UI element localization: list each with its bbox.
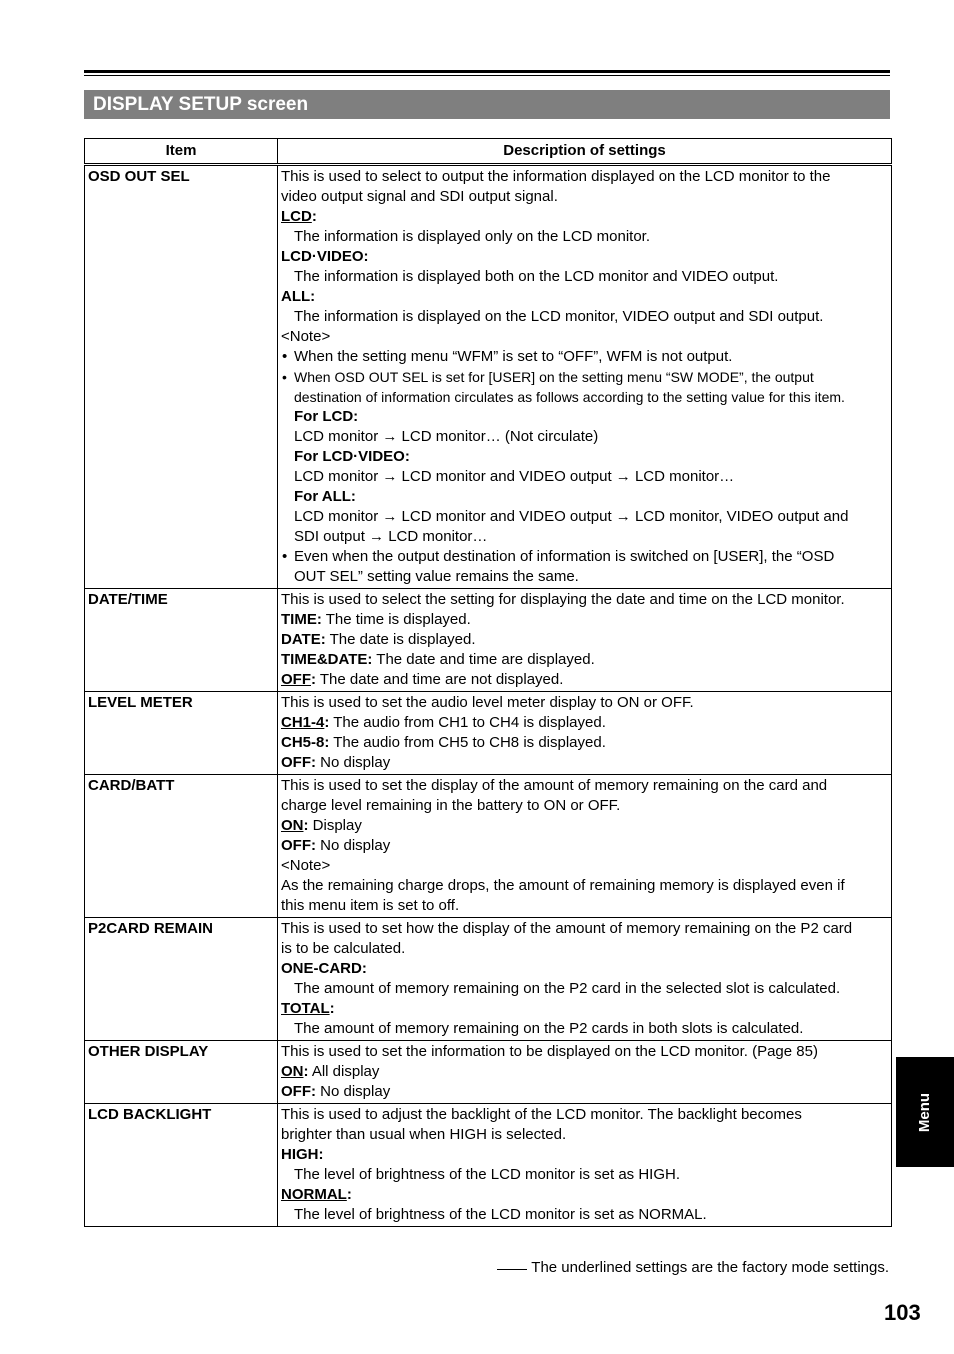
setting-item-name: OSD OUT SEL [85,165,278,589]
header-rule-thin [84,75,890,76]
bullet-line [281,367,888,387]
description-text: This is used to select to output the information displayed on the LCD monitor to the [281,168,831,185]
header-rule-thick [84,70,890,73]
description-text: No display [316,837,391,854]
description-line [281,816,888,836]
description-text: The amount of memory remaining on the P2 cards in both slots is calculated. [294,1020,804,1037]
option-label: For LCD: [294,408,359,425]
underline-sample [497,1269,527,1270]
description-text: LCD monitor → LCD monitor and VIDEO output → LCD monitor… [294,468,735,485]
default-option-label: NORMAL [281,1186,347,1203]
setting-item-name: LEVEL METER [85,692,278,775]
description-line [281,407,888,427]
description-line [281,327,888,347]
description-text: The information is displayed only on the LCD monitor. [294,228,651,245]
setting-description [278,775,892,918]
description-line [281,187,888,207]
option-label: OFF: [281,754,316,771]
description-text: this menu item is set to off. [281,897,460,914]
description-text: No display [316,1083,391,1100]
option-colon: : [329,1000,335,1017]
description-text: <Note> [281,328,331,345]
table-row [85,1041,892,1104]
description-line [281,227,888,247]
description-line [281,1165,888,1185]
description-line [281,287,888,307]
description-text: When OSD OUT SEL is set for [USER] on the setting menu “SW MODE”, the output [294,369,814,385]
table-row [85,918,892,1041]
description-text: The date and time are not displayed. [316,671,564,688]
default-option-label: ON [281,817,304,834]
setting-item-name: DATE/TIME [85,589,278,692]
setting-item-name: CARD/BATT [85,775,278,918]
default-option-label: OFF [281,671,311,688]
description-line [281,447,888,467]
page-number: 103 [884,1300,921,1325]
description-text: The time is displayed. [321,611,471,628]
description-line [281,507,888,527]
description-line [281,610,888,630]
description-line [281,630,888,650]
option-label: OFF: [281,1083,316,1100]
description-text: The date and time are displayed. [372,651,595,668]
description-text: LCD monitor → LCD monitor… (Not circulate) [294,428,599,445]
footnote [497,1259,889,1276]
description-line [281,487,888,507]
description-text: charge level remaining in the battery to ON or OFF. [281,797,621,814]
description-text: video output signal and SDI output signal. [281,188,558,205]
description-text: The amount of memory remaining on the P2 card in the selected slot is calculated. [294,980,841,997]
description-line [281,693,888,713]
description-line [281,1019,888,1039]
description-line [281,1205,888,1225]
description-line [281,1105,888,1125]
description-line [281,1125,888,1145]
description-line [281,776,888,796]
description-line [281,713,888,733]
bullet-line [281,547,888,567]
option-label: LCD·VIDEO: [281,248,369,265]
description-text: This is used to set the display of the amount of memory remaining on the card and [281,777,828,794]
description-line [281,979,888,999]
description-line [281,1185,888,1205]
menu-side-tab [896,1057,954,1167]
description-line [281,467,888,487]
table-row [85,692,892,775]
option-colon: : [346,1186,352,1203]
description-line [281,1042,888,1062]
description-line [281,527,888,547]
option-label: ONE-CARD: [281,960,367,977]
setting-item-name: LCD BACKLIGHT [85,1104,278,1227]
footnote-text: The underlined settings are the factory mode settings. [531,1259,889,1276]
option-label: For LCD·VIDEO: [294,448,410,465]
option-label: ALL: [281,288,316,305]
description-line [281,267,888,287]
description-line [281,650,888,670]
description-text: destination of information circulates as follows according to the setting value for this item. [294,389,845,405]
description-text: <Note> [281,857,331,874]
description-text: The level of brightness of the LCD monitor is set as HIGH. [294,1166,680,1183]
setting-description [278,1041,892,1104]
description-text: The level of brightness of the LCD monitor is set as NORMAL. [294,1206,707,1223]
description-line [281,939,888,959]
description-text: This is used to set how the display of the amount of memory remaining on the P2 card [281,920,853,937]
description-line [281,307,888,327]
settings-table [84,138,892,1227]
table-row [85,589,892,692]
description-text: This is used to adjust the backlight of the LCD monitor. The backlight becomes [281,1106,802,1123]
description-line [281,999,888,1019]
header-item: Item [85,139,278,165]
description-text: This is used to set the information to be displayed on the LCD monitor. (Page 85) [281,1043,818,1060]
description-line [281,959,888,979]
description-text: Display [308,817,362,834]
bullet-line [281,347,888,367]
description-line [281,590,888,610]
description-text: The audio from CH1 to CH4 is displayed. [329,714,606,731]
description-text: When the setting menu “WFM” is set to “OFF”, WFM is not output. [294,348,733,365]
option-colon: : [324,714,330,731]
option-label: HIGH: [281,1146,324,1163]
table-row [85,775,892,918]
description-line [281,919,888,939]
option-label: TIME&DATE: [281,651,373,668]
description-text: The information is displayed both on the LCD monitor and VIDEO output. [294,268,779,285]
description-text: Even when the output destination of information is switched on [USER], the “OSD [294,548,835,565]
description-line [281,567,888,587]
option-label: TIME: [281,611,322,628]
description-line [281,896,888,916]
description-text: This is used to set the audio level meter display to ON or OFF. [281,694,694,711]
setting-description [278,1104,892,1227]
description-line [281,856,888,876]
option-label: DATE: [281,631,326,648]
description-line [281,876,888,896]
default-option-label: CH1-4 [281,714,325,731]
description-line [281,796,888,816]
menu-side-tab-label: Menu [916,1092,934,1132]
description-line [281,670,888,690]
default-option-label: LCD [281,208,312,225]
description-text: The date is displayed. [325,631,476,648]
setting-description [278,692,892,775]
option-label: OFF: [281,837,316,854]
option-colon: : [303,1063,309,1080]
description-text: The information is displayed on the LCD monitor, VIDEO output and SDI output. [294,308,824,325]
description-text: LCD monitor → LCD monitor and VIDEO output → LCD monitor, VIDEO output and [294,508,849,525]
setting-description [278,165,892,589]
table-row [85,165,892,589]
description-line [281,427,888,447]
option-label: CH5-8: [281,734,330,751]
description-line [281,207,888,227]
description-line [281,753,888,773]
description-line [281,733,888,753]
setting-description [278,589,892,692]
description-text: No display [316,754,391,771]
description-text: brighter than usual when HIGH is selected. [281,1126,567,1143]
description-text: As the remaining charge drops, the amount of remaining memory is displayed even if [281,877,845,894]
description-text: OUT SEL” setting value remains the same. [294,568,579,585]
description-text: The audio from CH5 to CH8 is displayed. [329,734,606,751]
section-title: DISPLAY SETUP screen [84,90,890,119]
description-line [281,1145,888,1165]
setting-description [278,918,892,1041]
description-line [281,167,888,187]
description-line [281,387,888,407]
default-option-label: TOTAL [281,1000,330,1017]
option-colon: : [303,817,309,834]
description-line [281,1082,888,1102]
option-colon: : [311,208,317,225]
table-row [85,1104,892,1227]
setting-item-name: OTHER DISPLAY [85,1041,278,1104]
description-line [281,1062,888,1082]
description-line [281,836,888,856]
default-option-label: ON [281,1063,304,1080]
option-colon: : [311,671,316,688]
option-label: For ALL: [294,488,356,505]
description-text: This is used to select the setting for displaying the date and time on the LCD monitor. [281,591,845,608]
description-text: All display [308,1063,380,1080]
description-line [281,247,888,267]
table-header-row [85,139,892,165]
description-text: SDI output → LCD monitor… [294,528,488,545]
description-text: is to be calculated. [281,940,406,957]
table-body [85,165,892,1227]
header-description: Description of settings [278,139,892,165]
setting-item-name: P2CARD REMAIN [85,918,278,1041]
